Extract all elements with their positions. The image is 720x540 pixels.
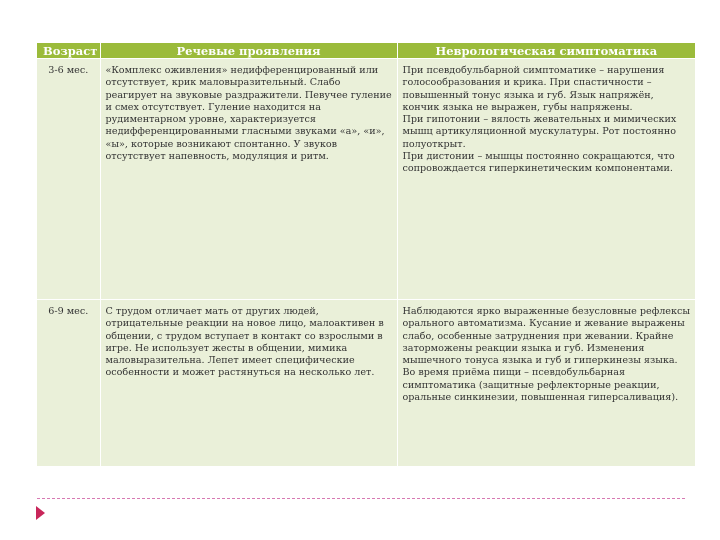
table-row <box>37 59 695 300</box>
table-row <box>37 300 695 467</box>
age-cell: 3-6 мес. <box>37 59 100 300</box>
symptom-table <box>37 43 695 466</box>
neurology-paragraph: При псевдобульбарной симптоматике – нарушения голосообразования и крика. При спастичности – повышенный тонус языка и губ. Язык напряжён, кончик языка не выражен, губы напряжены. <box>402 65 665 113</box>
bottom-divider <box>37 498 685 499</box>
neurology-cell <box>397 59 695 300</box>
header-speech: Речевые проявления <box>100 43 397 59</box>
speech-cell: С трудом отличает мать от других людей, отрицательные реакции на новое лицо, малоактивен в общении, с трудом вступает в контакт со взрослыми в игре. Не использует жесты в общении, мимика маловыразительна. Лепет имеет специфические особенности и может растянуться на несколько лет. <box>100 300 397 467</box>
neurology-paragraph: Наблюдаются ярко выраженные безусловные рефлексы орального автоматизма. Кусание и жевание выражены слабо, особенные затруднения при жевании. Крайне заторможены реакции языка и губ. Изменения мышечного тонуса языка и губ и гиперкинезы языка. Во время приёма пищи – псевдобульбарная симптоматика (защитные рефлекторные реакции, оральные синкинезии, повышенная гиперсаливация). <box>402 306 690 404</box>
header-neurology: Неврологическая симптоматика <box>397 43 695 59</box>
table-header-row <box>37 43 695 59</box>
age-cell: 6-9 мес. <box>37 300 100 467</box>
speech-cell: «Комплекс оживления» недифференцированный или отсутствует, крик маловыразительный. Слабо реагирует на звуковые раздражители. Певучее гуление и смех отсутствует. Гуление находится на рудиментарном уровне, характеризуется недифференцированными гласными звуками «а», «и», «ы», которые возникают спонтанно. У звуков отсутствует напевность, модуляция и ритм. <box>100 59 397 300</box>
neurology-paragraph: При гипотонии – вялость жевательных и мимических мышц артикуляционной мускулатуры. Рот постоянно полуоткрыт. <box>402 114 677 150</box>
header-age: Возраст <box>37 43 100 59</box>
neurology-cell <box>397 300 695 467</box>
neurology-paragraph: При дистонии – мышцы постоянно сокращаются, что сопровождается гиперкинетическим компонентами. <box>402 151 675 175</box>
slide-marker-icon <box>36 506 45 520</box>
